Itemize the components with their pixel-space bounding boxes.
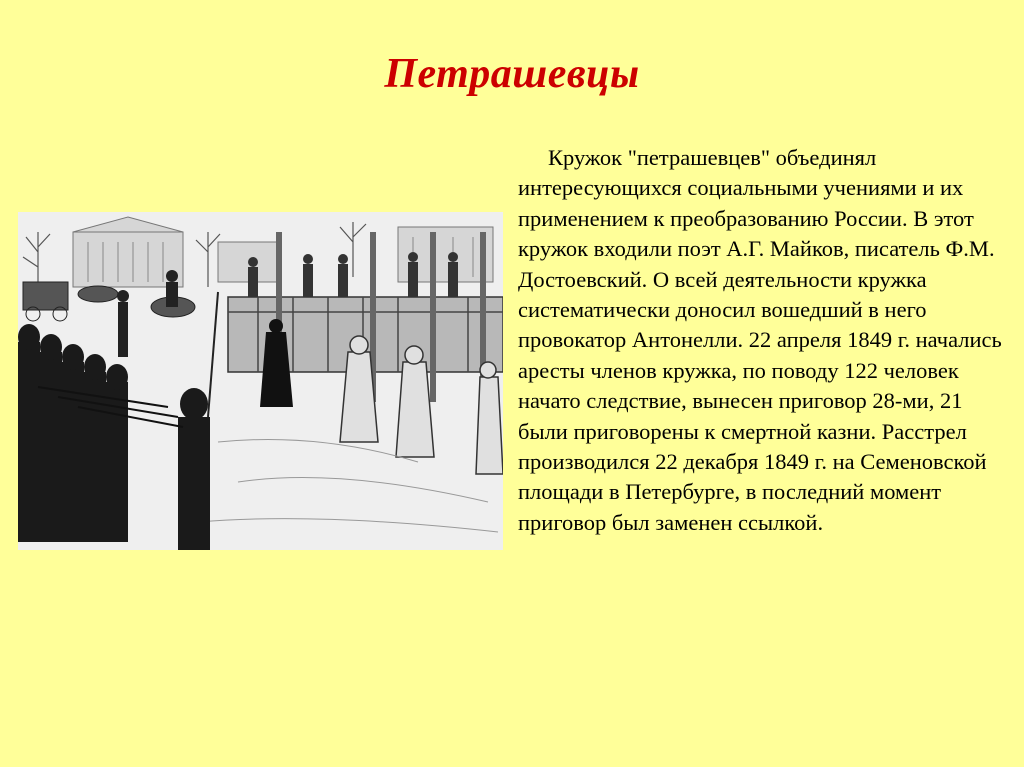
body-text: Кружок "петрашевцев" объединял интересующихся социальными учениями и их применением к преобразованию России. В этот кружок входили поэт А.Г. Майков, писатель Ф.М. Достоевский. О всей деятельности кружка систематически доносил вошедший в него провокатор Антонелли. 22 апреля 1849 г. начались аресты членов кружка, по поводу 122 человек начато следствие, вынесен приговор 28-ми, 21 были приговорены к смертной казни. Расстрел производился 22 декабря 1849 г. на Семеновской площади в Петербурге, в последний момент приговор был заменен ссылкой.: [518, 145, 1002, 535]
engraving-image: [18, 212, 503, 550]
slide-title: Петрашевцы: [384, 51, 640, 97]
